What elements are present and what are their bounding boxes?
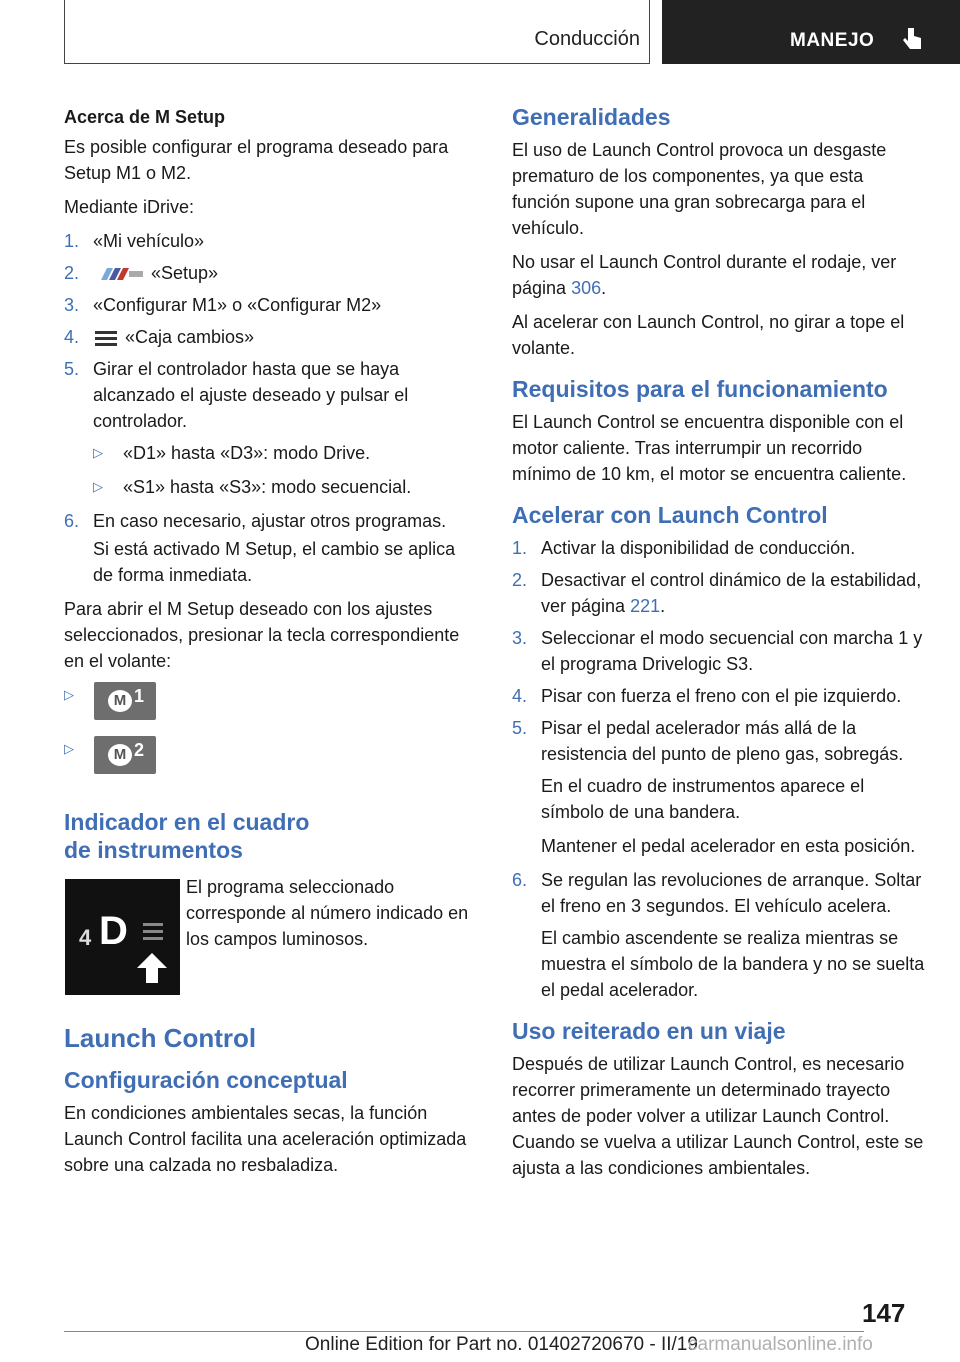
list-item: 1. «Mi vehículo» xyxy=(64,231,205,251)
list-item: 4. «Caja cambios» xyxy=(64,327,255,347)
step5-note-1: En el cuadro de instrumentos aparece el símbolo de una bandera. xyxy=(541,776,865,822)
concept-text: En condiciones ambientales secas, la función Launch Control facilita una aceleración optimizada sobre una calzada no resbaladiza. xyxy=(64,1103,467,1175)
launch-control-section xyxy=(64,1022,476,1186)
step5-note-2: Mantener el pedal acelerador en esta posición. xyxy=(541,836,916,856)
triangle-bullet-icon: ▷ xyxy=(64,687,74,702)
list-item: ▷ «D1» hasta «D3»: modo Drive. xyxy=(93,440,476,466)
section-tab[interactable] xyxy=(662,0,960,64)
indicator-section xyxy=(64,808,476,870)
upshift-arrow-icon xyxy=(137,953,167,983)
concept-heading: Configuración conceptual xyxy=(64,1067,348,1093)
right-column xyxy=(512,103,926,1189)
list-item: 1. Activar la disponibilidad de conducción. xyxy=(512,538,856,558)
watermark: carmanualsonline.info xyxy=(688,1334,873,1355)
list-item: 2. «Setup» xyxy=(64,263,219,283)
list-item: 3. Seleccionar el modo secuencial con marcha 1 y el programa Drivelogic S3. xyxy=(512,628,923,674)
step6-note: El cambio ascendente se realiza mientras se muestra el símbolo de la bandera y no se suelta el pedal acelerador. xyxy=(541,928,925,1000)
general-p3: Al acelerar con Launch Control, no girar a tope el volante. xyxy=(512,312,905,358)
accelerate-heading: Acelerar con Launch Control xyxy=(512,502,828,528)
general-p2: No usar el Launch Control durante el rodaje, ver página 306. xyxy=(512,252,897,298)
m1-button-image: M 1 xyxy=(94,682,156,720)
gear-bars-icon xyxy=(143,923,163,941)
about-text: Es posible configurar el programa deseado para Setup M1 o M2. xyxy=(64,137,449,183)
reuse-p1: Después de utilizar Launch Control, es necesario recorrer primeramente un determinado trayecto antes de poder volver a utilizar Launch Control. xyxy=(512,1054,905,1126)
list-item: 6. En caso necesario, ajustar otros programas. xyxy=(64,511,447,531)
indicator-heading-line2: de instrumentos xyxy=(64,837,243,863)
triangle-bullet-icon: ▷ xyxy=(64,741,74,756)
via-idrive: Mediante iDrive: xyxy=(64,197,195,217)
m2-button-image: M 2 xyxy=(94,736,156,774)
list-item: 3. «Configurar M1» o «Configurar M2» xyxy=(64,295,382,315)
list-item: 2. Desactivar el control dinámico de la estabilidad, ver página 221. xyxy=(512,570,922,616)
open-setup-text: Para abrir el M Setup deseado con los ajustes seleccionados, presionar la tecla correspondiente en el volante: xyxy=(64,599,460,671)
reuse-heading: Uso reiterado en un viaje xyxy=(512,1018,786,1044)
edition-footer: Online Edition for Part no. 01402720670 - II/19 xyxy=(305,1334,698,1355)
list-item: 4. Pisar con fuerza el freno con el pie izquierdo. xyxy=(512,686,902,706)
list-item: ▷ «S1» hasta «S3»: modo secuencial. xyxy=(93,474,476,500)
page-number: 147 xyxy=(862,1298,906,1328)
requirements-heading: Requisitos para el funcionamiento xyxy=(512,376,888,402)
list-item xyxy=(64,682,476,722)
list-item xyxy=(64,736,476,776)
indicator-heading-line1: Indicador en el cuadro xyxy=(64,809,310,835)
general-p1: El uso de Launch Control provoca un desgaste prematuro de los componentes, ya que esta función supone una gran sobrecarga para el vehículo. xyxy=(512,140,887,238)
footer-divider xyxy=(64,1331,864,1332)
indicator-text-block xyxy=(186,874,478,960)
page-link-221[interactable]: 221 xyxy=(630,596,661,616)
m-stripes-icon xyxy=(99,267,145,281)
triangle-bullet-icon: ▷ xyxy=(93,445,103,460)
indicator-text: El programa seleccionado corresponde al número indicado en los campos luminosos. xyxy=(186,877,469,949)
idrive-steps xyxy=(64,228,476,434)
substep-list xyxy=(64,440,476,500)
chapter-tab[interactable]: Conducción xyxy=(534,28,640,50)
triangle-bullet-icon: ▷ xyxy=(93,479,103,494)
hand-pointer-icon xyxy=(902,26,924,54)
section-tab-label: MANEJO xyxy=(790,30,875,51)
left-column xyxy=(64,104,476,784)
requirements-text: El Launch Control se encuentra disponible con el motor caliente. Tras interrumpir un recorrido mínimo de 10 km, el motor se encuentra caliente. xyxy=(512,412,907,484)
list-item: 5. Girar el controlador hasta que se haya alcanzado el ajuste deseado y pulsar el controlador. xyxy=(64,359,409,431)
gearbox-icon xyxy=(95,330,117,346)
launch-control-heading: Launch Control xyxy=(64,1023,257,1053)
general-heading: Generalidades xyxy=(512,104,671,130)
step6-note: Si está activado M Setup, el cambio se aplica de forma inmediata. xyxy=(93,539,456,585)
about-m-setup-heading: Acerca de M Setup xyxy=(64,107,226,127)
reuse-p2: Cuando se vuelva a utilizar Launch Control, este se ajusta a las condiciones ambientales. xyxy=(512,1132,924,1178)
list-item: 6. Se regulan las revoluciones de arranque. Soltar el freno en 3 segundos. El vehículo acelera. xyxy=(512,870,922,916)
instrument-cluster-image: 4 D xyxy=(65,879,180,995)
list-item: 5. Pisar el pedal acelerador más allá de la resistencia del punto de pleno gas, sobregás. xyxy=(512,718,904,764)
page-link-306[interactable]: 306 xyxy=(571,278,602,298)
